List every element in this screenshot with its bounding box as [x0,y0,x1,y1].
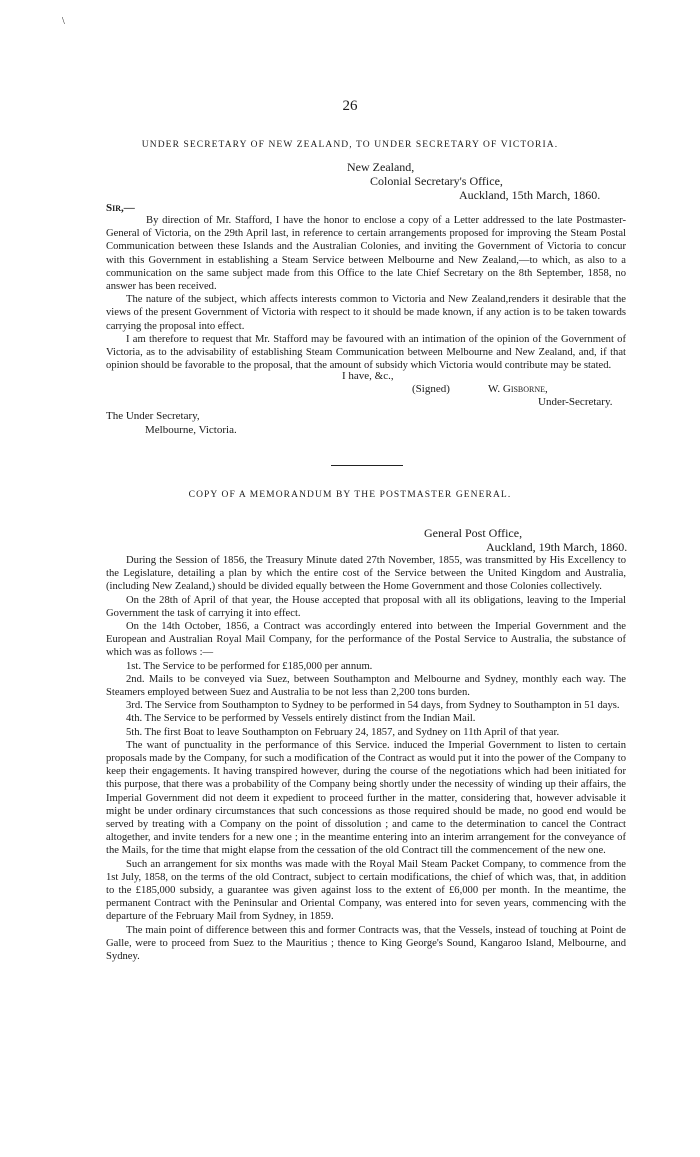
letter-paragraph: I am therefore to request that Mr. Stafford may be favoured with an intimation of the opinion of the Government of Victoria, as to the advisability of establishing Steam Communication between Melbourne and New Zealand, and, if that opinion should be favorable to the proposal, that the amount of subsidy which Victoria would contribute may be stated. [106,333,626,372]
memo-paragraph: The main point of difference between this and former Contracts was, that the Vessels, instead of touching at Point de Galle, were to proceed from Suez to the Mauritius ; thence to King George's Sound, Kangaroo Island, Melbourne, and Sydney. [106,924,626,963]
salutation: Sir,— [106,202,135,214]
letter-address-line-3: Auckland, 15th March, 1860. [459,188,601,202]
memo-list-item: 1st. The Service to be performed for £185,000 per annum. [126,660,373,672]
margin-mark: \ [62,16,65,27]
letter-address-line-1: New Zealand, [347,160,415,174]
letter-paragraph: By direction of Mr. Stafford, I have the honor to enclose a copy of a Letter addressed to the late Postmaster-General of Victoria, on the 29th April last, in reference to certain arrangements proposed for improving the Steam Postal Communication between these Islands and the Australian Colonies, and inviting the Government of Victoria to concur with this Government in establishing a Steam Service between Melbourne and New Zealand,—to which, as also to a communication on the same subject made from this Office to the late Chief Secretary on the 8th September, 1858, no answer has been received. [106,215,626,293]
memo-paragraph: During the Session of 1856, the Treasury Minute dated 27th November, 1855, was transmitted by His Excellency to the Legislature, detailing a plan by which the entire cost of the Service between the United Kingdom and Australia, (including New Zealand,) should be divided equally between the Home Government and those Colonies collectively. [106,555,626,593]
letter-address-line-2: Colonial Secretary's Office, [370,174,503,188]
memo-body [106,554,626,963]
recipient-line-2: Melbourne, Victoria. [145,424,237,436]
memo-paragraph: The want of punctuality in the performance of this Service. induced the Imperial Government to listen to certain proposals made by the Company, for such a modification of the Contract as would put it into the power of the Company to keep their engagements. It having transpired however, during the course of the negotiations which had been initiated for this purpose, that there was a probability of the Company being shortly under the necessity of winding up their affairs, the Imperial Government did not deem it expedient to proceed further in the matter, considering that, however advisable it might be under ordinary circumstances that such concessions as those required should be made, no good end would be served by treating with a Company on the point of dissolution ; and came to the determination to cancel the Contract altogether, and invite tenders for a new one ; in the meantime entering into an interim arrangement for the conveyance of the Mails, for the time that might elapse from the cessation of the old Contract till the commencement of the new one. [106,739,626,857]
page-number: 26 [342,98,358,114]
memo-address-line-1: General Post Office, [424,526,523,540]
memo-paragraph: Such an arrangement for six months was made with the Royal Mail Steam Packet Company, to commence from the 1st July, 1858, on the terms of the old Contract, subject to certain modifications, the chief of which was, that, in addition to the £185,000 subsidy, a guarantee was given against loss to the extent of £6,000 per month. In the meantime, the permanent Contract with the Peninsular and Oriental Company, was entered into for seven years, commencing with the departure of the February Mail from Sydney, in 1859. [106,858,626,923]
memo-list-item: 4th. The Service to be performed by Vessels entirely distinct from the Indian Mail. [126,713,476,725]
letter-heading: UNDER SECRETARY OF NEW ZEALAND, TO UNDER SECRETARY OF VICTORIA. [141,140,559,150]
signatory-name: W. Gisborne, [488,383,548,395]
memo-list-item: 3rd. The Service from Southampton to Sydney to be performed in 54 days, from Sydney to Southampton in 51 days. [126,700,620,712]
memo-paragraph: On the 14th October, 1856, a Contract was accordingly entered into between the Imperial Government and the European and Australian Royal Mail Company, for the performance of the Postal Service to Australia, the substance of which was as follows :— [106,621,626,659]
memo-list-item: 2nd. Mails to be conveyed via Suez, between Southampton and Melbourne and Sydney, monthly each way. The Steamers employed between Suez and Australia to be not less than 2,200 tons burden. [106,673,626,699]
signatory-title: Under-Secretary. [538,396,613,408]
memo-paragraph: On the 28th of April of that year, the House accepted that proposal with all its obligations, leaving to the Imperial Government the task of carrying it into effect. [106,594,626,619]
memo-heading: COPY OF A MEMORANDUM BY THE POSTMASTER GENERAL. [188,490,512,500]
letter-paragraph: The nature of the subject, which affects interests common to Victoria and New Zealand,renders it desirable that the views of the present Government of Victoria with respect to it should be made known, if any action is to be taken towards carrying the proposal into effect. [106,294,626,332]
letter-body [106,214,626,372]
section-divider [331,465,403,466]
memo-list-item: 5th. The first Boat to leave Southampton on February 24, 1857, and Sydney on 11th April of that year. [126,726,560,738]
memo-address-line-2: Auckland, 19th March, 1860. [486,540,628,554]
letter-closing: I have, &c., [342,370,394,382]
signed-label: (Signed) [412,383,450,395]
recipient-line-1: The Under Secretary, [106,410,200,422]
